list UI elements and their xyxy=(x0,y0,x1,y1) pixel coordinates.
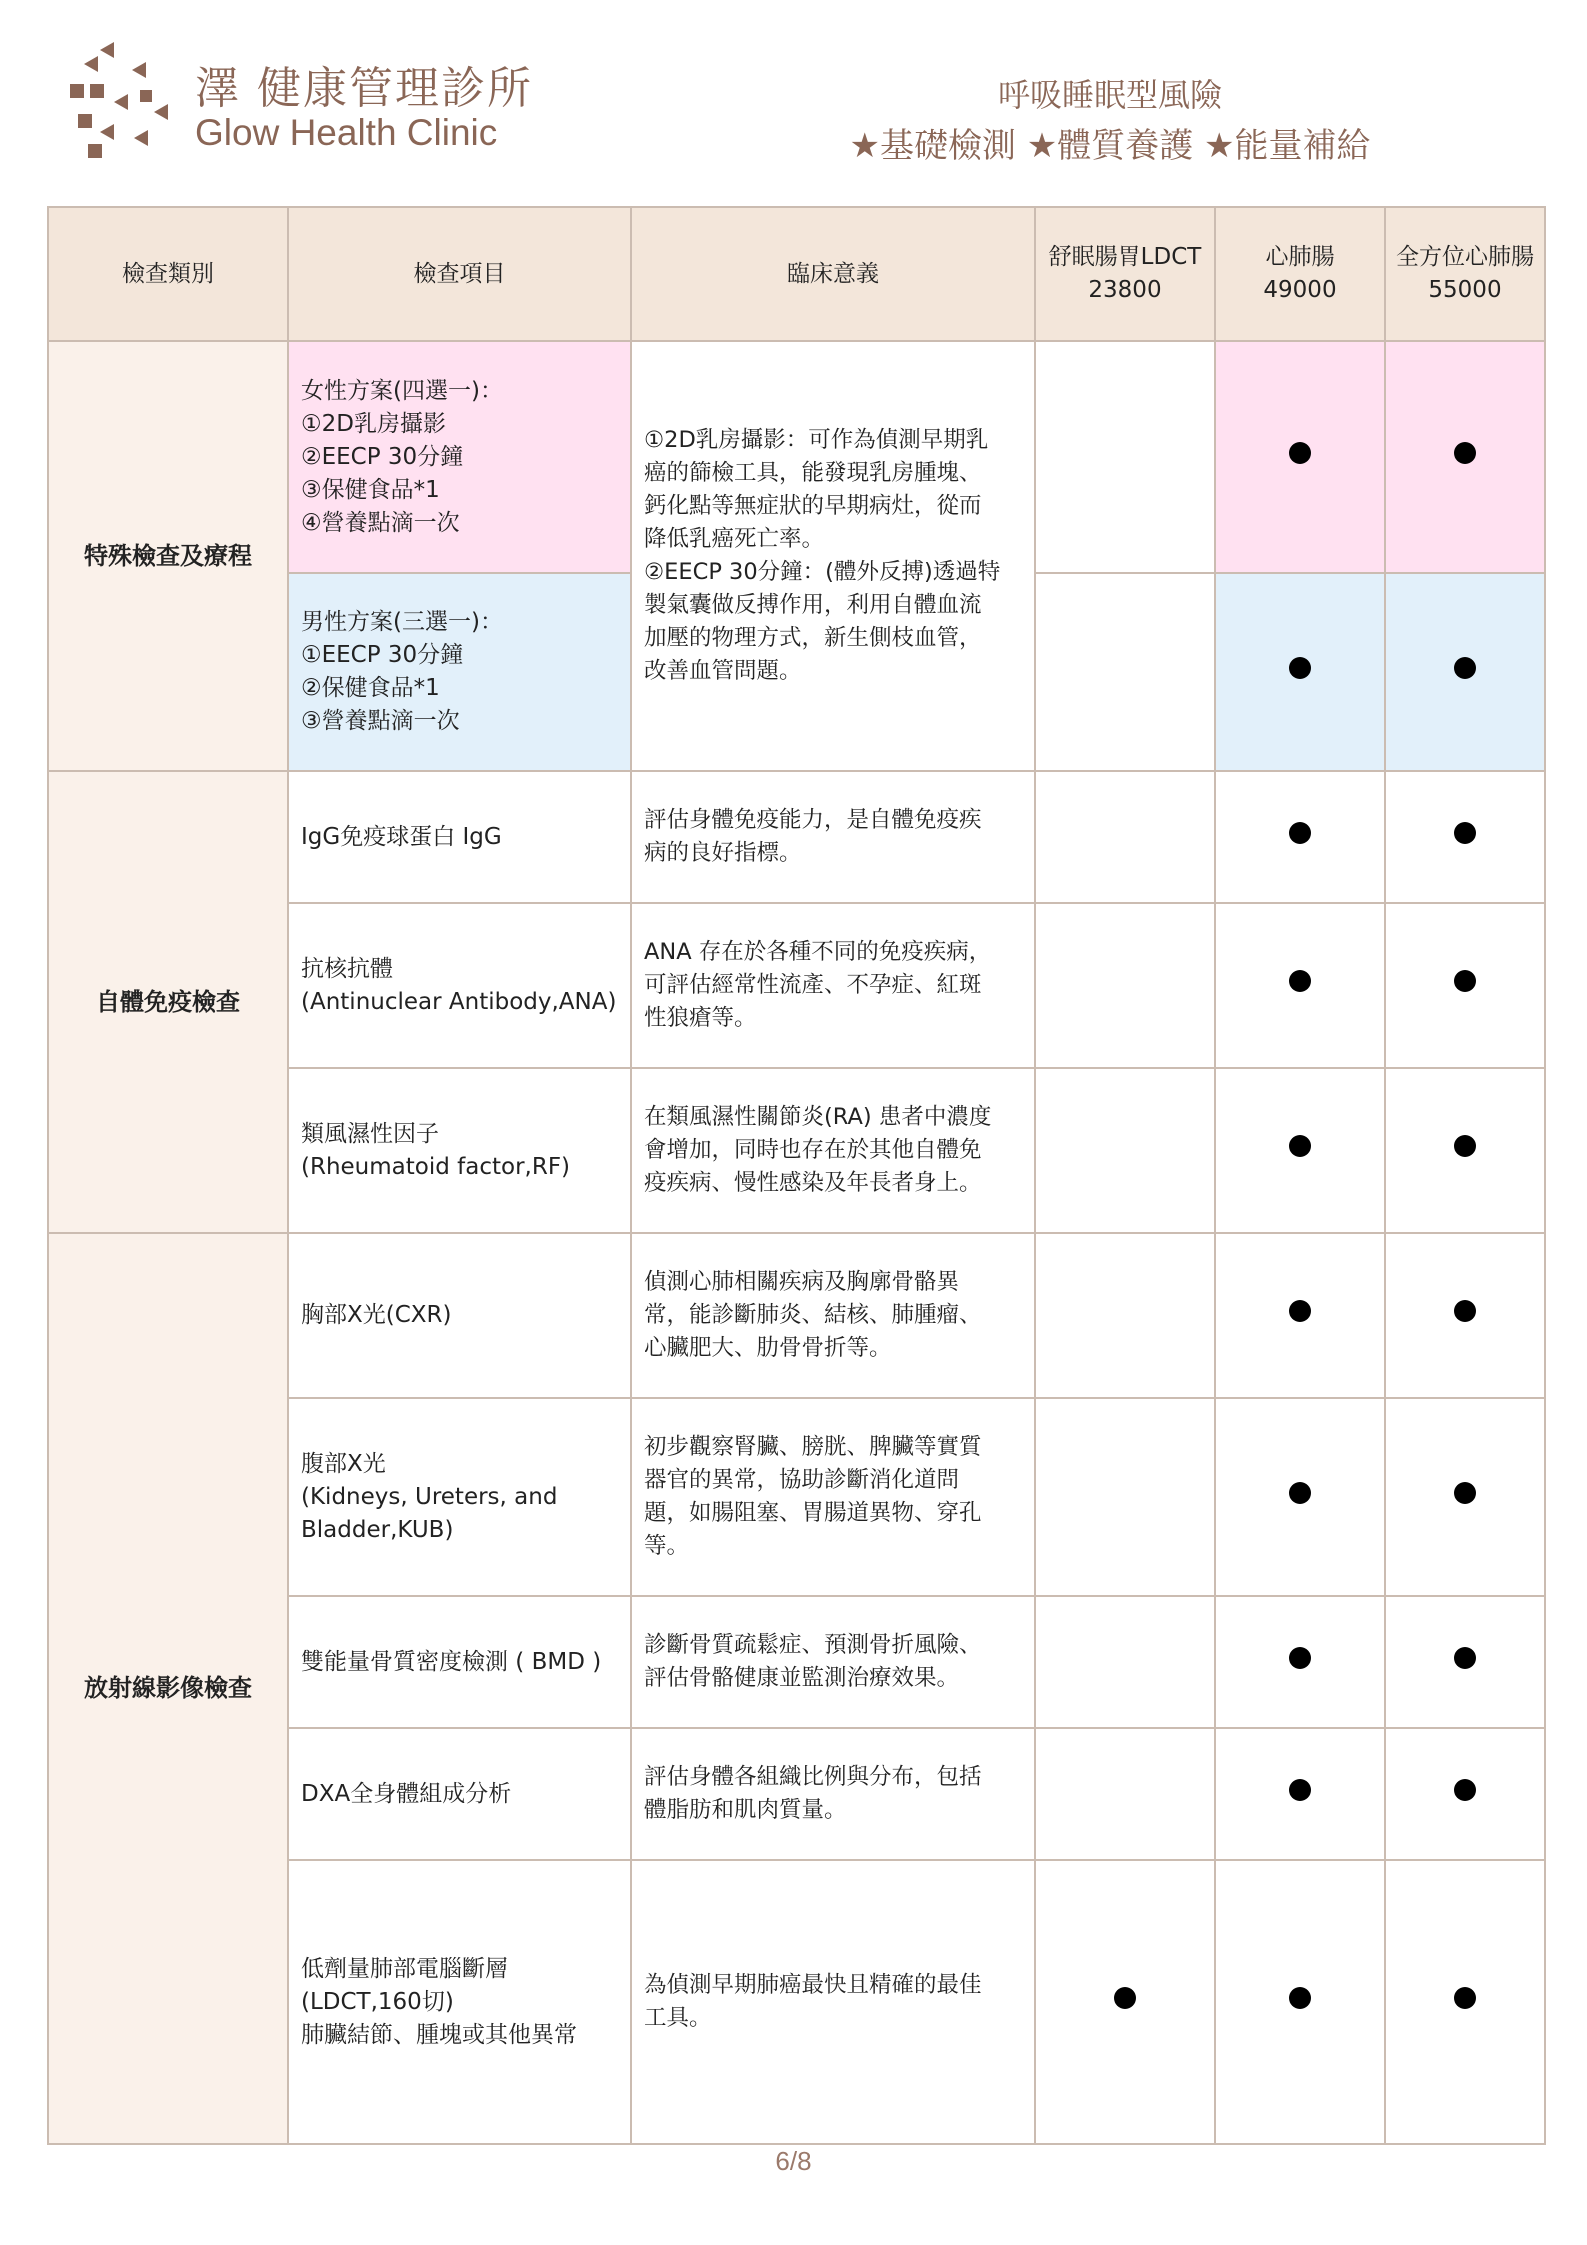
text-line: ①EECP 30分鐘 xyxy=(301,642,464,668)
included-dot-icon xyxy=(1454,1300,1476,1322)
text-line: ①2D乳房攝影 xyxy=(301,410,446,437)
text-line: 降低乳癌死亡率。 xyxy=(644,526,825,552)
included-dot-icon xyxy=(1289,822,1311,844)
included-dot-icon xyxy=(1289,1987,1311,2009)
plan2-mark xyxy=(1215,341,1385,573)
plan3-mark xyxy=(1385,771,1545,903)
text-line: 診斷骨質疏鬆症、預測骨折風險、 xyxy=(644,1632,982,1658)
text-line: (Antinuclear Antibody,ANA) xyxy=(301,988,617,1015)
page-number: 6/8 xyxy=(775,2146,812,2176)
plan2-name: 心肺腸 xyxy=(1265,244,1335,270)
item-cell xyxy=(288,1068,631,1233)
included-dot-icon xyxy=(1289,442,1311,464)
header-plan3 xyxy=(1385,207,1545,341)
plan1-mark xyxy=(1035,1728,1215,1860)
text-line: 雙能量骨質密度檢測 ( BMD ) xyxy=(301,1648,602,1675)
meaning-cell xyxy=(631,1728,1035,1860)
text-line: 評估身體各組織比例與分布，包括 xyxy=(644,1764,982,1790)
included-dot-icon xyxy=(1454,442,1476,464)
plan2-mark xyxy=(1215,1068,1385,1233)
text-line: 評估骨骼健康並監測治療效果。 xyxy=(644,1665,960,1691)
header-meaning: 臨床意義 xyxy=(631,207,1035,341)
included-dot-icon xyxy=(1454,657,1476,679)
meaning-cell xyxy=(631,1233,1035,1398)
plan1-mark xyxy=(1035,573,1215,771)
text-line: ANA 存在於各種不同的免疫疾病， xyxy=(644,939,992,965)
plan2-price: 49000 xyxy=(1263,277,1337,303)
text-line: 鈣化點等無症狀的早期病灶，從而 xyxy=(644,493,982,519)
table-row xyxy=(48,1233,1545,1398)
plan3-mark xyxy=(1385,1860,1545,2144)
text-line: 低劑量肺部電腦斷層 xyxy=(301,1955,508,1982)
plan3-price: 55000 xyxy=(1428,277,1502,303)
included-dot-icon xyxy=(1289,1300,1311,1322)
text-line: 評估身體免疫能力，是自體免疫疾 xyxy=(644,807,982,833)
text-line: 題，如腸阻塞、胃腸道異物、穿孔 xyxy=(644,1500,982,1526)
plan3-mark xyxy=(1385,573,1545,771)
meaning-cell xyxy=(631,341,1035,771)
plan3-mark xyxy=(1385,903,1545,1068)
meaning-cell xyxy=(631,771,1035,903)
text-line: 肺臟結節、腫塊或其他異常 xyxy=(301,2021,577,2048)
item-cell xyxy=(288,341,631,573)
text-line: 抗核抗體 xyxy=(301,955,393,982)
plan1-mark xyxy=(1035,771,1215,903)
plan2-mark xyxy=(1215,573,1385,771)
package-title: 呼吸睡眠型風險 xyxy=(997,76,1222,114)
header-category: 檢查類別 xyxy=(48,207,288,341)
text-line: ②EECP 30分鐘：(體外反搏)透過特 xyxy=(644,559,1001,585)
text-line: 常，能診斷肺炎、結核、肺腫瘤、 xyxy=(644,1302,982,1328)
text-line: 初步觀察腎臟、膀胱、脾臟等實質 xyxy=(644,1434,982,1460)
text-line: ③營養點滴一次 xyxy=(301,708,460,734)
text-line: ①2D乳房攝影：可作為偵測早期乳 xyxy=(644,427,989,453)
text-line: 性狼瘡等。 xyxy=(644,1005,757,1031)
plan3-mark xyxy=(1385,1398,1545,1596)
included-dot-icon xyxy=(1114,1987,1136,2009)
text-line: ②保健食品*1 xyxy=(301,675,440,701)
header-plan1 xyxy=(1035,207,1215,341)
plan3-mark xyxy=(1385,1233,1545,1398)
included-dot-icon xyxy=(1289,1779,1311,1801)
text-line: 腹部X光 xyxy=(301,1450,386,1477)
plan2-mark xyxy=(1215,903,1385,1068)
text-line: 癌的篩檢工具，能發現乳房腫塊、 xyxy=(644,460,982,486)
included-dot-icon xyxy=(1289,1135,1311,1157)
text-line: (Kidneys, Ureters, and xyxy=(301,1483,558,1510)
included-dot-icon xyxy=(1454,822,1476,844)
item-cell xyxy=(288,1233,631,1398)
plan2-mark xyxy=(1215,1398,1385,1596)
included-dot-icon xyxy=(1289,1647,1311,1669)
plan1-mark xyxy=(1035,341,1215,573)
text-line: DXA全身體組成分析 xyxy=(301,1780,512,1807)
item-cell xyxy=(288,1596,631,1728)
table-row xyxy=(48,771,1545,903)
text-line: 類風濕性因子 xyxy=(301,1120,439,1147)
included-dot-icon xyxy=(1289,1482,1311,1504)
item-cell xyxy=(288,573,631,771)
item-cell xyxy=(288,1728,631,1860)
text-line: 器官的異常，協助診斷消化道問 xyxy=(644,1467,960,1493)
plan2-mark xyxy=(1215,771,1385,903)
plan3-name: 全方位心肺腸 xyxy=(1396,244,1534,270)
table-row xyxy=(48,341,1545,573)
category-autoimmune: 自體免疫檢查 xyxy=(48,771,288,1233)
included-dot-icon xyxy=(1454,1647,1476,1669)
header-item: 檢查項目 xyxy=(288,207,631,341)
text-line: (Rheumatoid factor,RF) xyxy=(301,1153,571,1180)
text-line: 可評估經常性流產、不孕症、紅斑 xyxy=(644,972,982,998)
plan2-mark xyxy=(1215,1860,1385,2144)
plan1-price: 23800 xyxy=(1088,277,1162,303)
item-cell xyxy=(288,1398,631,1596)
text-line: 胸部X光(CXR) xyxy=(301,1302,452,1328)
text-line: (LDCT,160切) xyxy=(301,1988,454,2015)
included-dot-icon xyxy=(1454,1987,1476,2009)
text-line: 等。 xyxy=(644,1533,690,1559)
header-plan2 xyxy=(1215,207,1385,341)
text-line: 偵測心肺相關疾病及胸廓骨骼異 xyxy=(644,1269,960,1295)
item-cell xyxy=(288,903,631,1068)
plan3-mark xyxy=(1385,1068,1545,1233)
plan3-mark xyxy=(1385,341,1545,573)
plan1-mark xyxy=(1035,1398,1215,1596)
text-line: 疫疾病、慢性感染及年長者身上。 xyxy=(644,1170,982,1196)
text-line: ③保健食品*1 xyxy=(301,476,440,503)
text-line: 工具。 xyxy=(644,2005,712,2031)
meaning-cell xyxy=(631,1398,1035,1596)
item-cell xyxy=(288,1860,631,2144)
meaning-cell xyxy=(631,1068,1035,1233)
text-line: ②EECP 30分鐘 xyxy=(301,443,464,470)
text-line: 女性方案(四選一)： xyxy=(301,377,503,404)
clinic-name-cn: 澤 健康管理診所 xyxy=(195,63,533,114)
plan1-name: 舒眠腸胃LDCT xyxy=(1048,244,1202,270)
plan3-mark xyxy=(1385,1728,1545,1860)
meaning-cell xyxy=(631,903,1035,1068)
plan1-mark xyxy=(1035,1233,1215,1398)
package-subtitle: ★基礎檢測 ★體質養護 ★能量補給 xyxy=(849,126,1371,166)
included-dot-icon xyxy=(1289,970,1311,992)
text-line: 改善血管問題。 xyxy=(644,658,802,684)
included-dot-icon xyxy=(1454,970,1476,992)
meaning-cell xyxy=(631,1596,1035,1728)
plan1-mark xyxy=(1035,1596,1215,1728)
meaning-cell xyxy=(631,1860,1035,2144)
text-line: 男性方案(三選一)： xyxy=(301,609,503,635)
exam-table xyxy=(47,206,1546,2145)
plan1-mark xyxy=(1035,1860,1215,2144)
item-cell xyxy=(288,771,631,903)
included-dot-icon xyxy=(1454,1135,1476,1157)
included-dot-icon xyxy=(1289,657,1311,679)
text-line: Bladder,KUB) xyxy=(301,1516,454,1543)
plan2-mark xyxy=(1215,1596,1385,1728)
category-radiology: 放射線影像檢查 xyxy=(48,1233,288,2144)
text-line: IgG免疫球蛋白 IgG xyxy=(301,823,502,850)
plan2-mark xyxy=(1215,1233,1385,1398)
plan1-mark xyxy=(1035,1068,1215,1233)
table-header-row xyxy=(48,207,1545,341)
text-line: 心臟肥大、肋骨骨折等。 xyxy=(644,1335,892,1361)
text-line: 病的良好指標。 xyxy=(644,840,802,866)
text-line: 製氣囊做反搏作用，利用自體血流 xyxy=(644,592,982,618)
text-line: 體脂肪和肌肉質量。 xyxy=(644,1797,847,1823)
included-dot-icon xyxy=(1454,1482,1476,1504)
plan3-mark xyxy=(1385,1596,1545,1728)
text-line: 為偵測早期肺癌最快且精確的最佳 xyxy=(644,1972,982,1998)
clinic-logo xyxy=(70,42,180,162)
plan1-mark xyxy=(1035,903,1215,1068)
plan2-mark xyxy=(1215,1728,1385,1860)
clinic-name-en: Glow Health Clinic xyxy=(195,112,498,153)
category-special: 特殊檢查及療程 xyxy=(48,341,288,771)
text-line: 加壓的物理方式，新生側枝血管， xyxy=(644,625,982,651)
text-line: 會增加，同時也存在於其他自體免 xyxy=(644,1137,982,1163)
included-dot-icon xyxy=(1454,1779,1476,1801)
text-line: 在類風濕性關節炎(RA) 患者中濃度 xyxy=(644,1104,992,1130)
text-line: ④營養點滴一次 xyxy=(301,509,460,536)
